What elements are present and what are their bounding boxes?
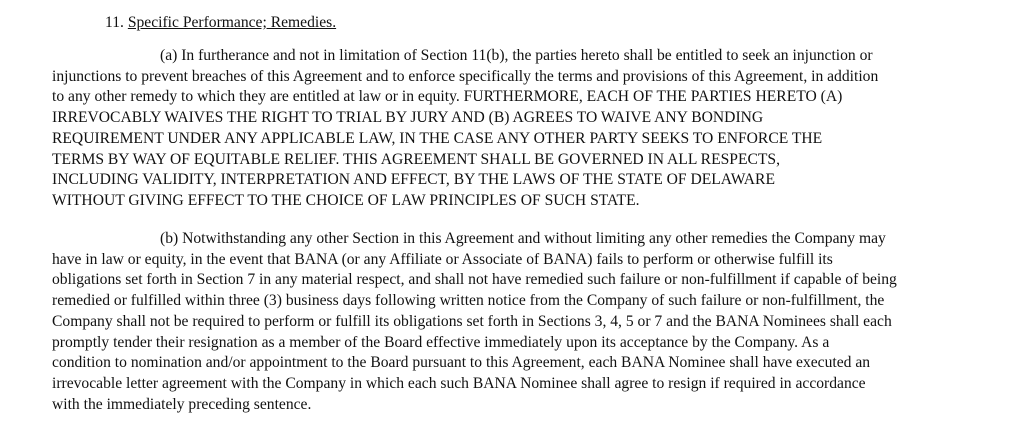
paragraph-line: remedied or fulfilled within three (3) business days following written notice from the Company of such failure or non-fulfillment, the (52, 292, 885, 310)
paragraph-line: IRREVOCABLY WAIVES THE RIGHT TO TRIAL BY JURY AND (B) AGREES TO WAIVE ANY BONDING (52, 109, 764, 127)
paragraph-line: Company shall not be required to perform or fulfill its obligations set forth in Sections 3, 4, 5 or 7 and the BANA Nominees shall each (52, 312, 892, 330)
paragraph-line: obligations set forth in Section 7 in any material respect, and shall not have remedied such failure or non-fulfillment if capable of being (52, 271, 897, 289)
paragraph-line: INCLUDING VALIDITY, INTERPRETATION AND EFFECT, BY THE LAWS OF THE STATE OF DELAWARE (52, 171, 775, 189)
paragraph-line: have in law or equity, in the event that BANA (or any Affiliate or Associate of BANA) fails to perform or otherwise fulfill its (52, 250, 833, 268)
paragraph-line: with the immediately preceding sentence. (52, 395, 312, 413)
paragraph-line: injunctions to prevent breaches of this Agreement and to enforce specifically the terms and provisions of this Agreement, in addition (52, 67, 879, 85)
paragraph-line: irrevocable letter agreement with the Company in which each such BANA Nominee shall agree to resign if required in accordance (52, 374, 866, 392)
paragraph-line: TERMS BY WAY OF EQUITABLE RELIEF. THIS AGREEMENT SHALL BE GOVERNED IN ALL RESPECTS, (52, 150, 780, 168)
section-number: 11. (105, 14, 124, 31)
paragraph-line: WITHOUT GIVING EFFECT TO THE CHOICE OF LAW PRINCIPLES OF SUCH STATE. (52, 191, 640, 209)
paragraph-line: promptly tender their resignation as a member of the Board effective immediately upon its acceptance by the Company. As a (52, 333, 830, 351)
paragraph-line: (a) In furtherance and not in limitation of Section 11(b), the parties hereto shall be entitled to seek an injunction or (160, 47, 873, 64)
paragraph-line: REQUIREMENT UNDER ANY APPLICABLE LAW, IN THE CASE ANY OTHER PARTY SEEKS TO ENFORCE THE (52, 129, 823, 147)
paragraph-line: (b) Notwithstanding any other Section in this Agreement and without limiting any other remedies the Company may (160, 230, 886, 247)
paragraph-a (52, 46, 982, 212)
section-heading (105, 13, 336, 34)
paragraph-line: to any other remedy to which they are entitled at law or in equity. FURTHERMORE, EACH OF THE PARTIES HERETO (A) (52, 88, 843, 106)
paragraph-line: condition to nomination and/or appointment to the Board pursuant to this Agreement, each BANA Nominee shall have executed an (52, 354, 871, 372)
section-title: Specific Performance; Remedies. (127, 14, 337, 31)
paragraph-b (52, 229, 982, 415)
